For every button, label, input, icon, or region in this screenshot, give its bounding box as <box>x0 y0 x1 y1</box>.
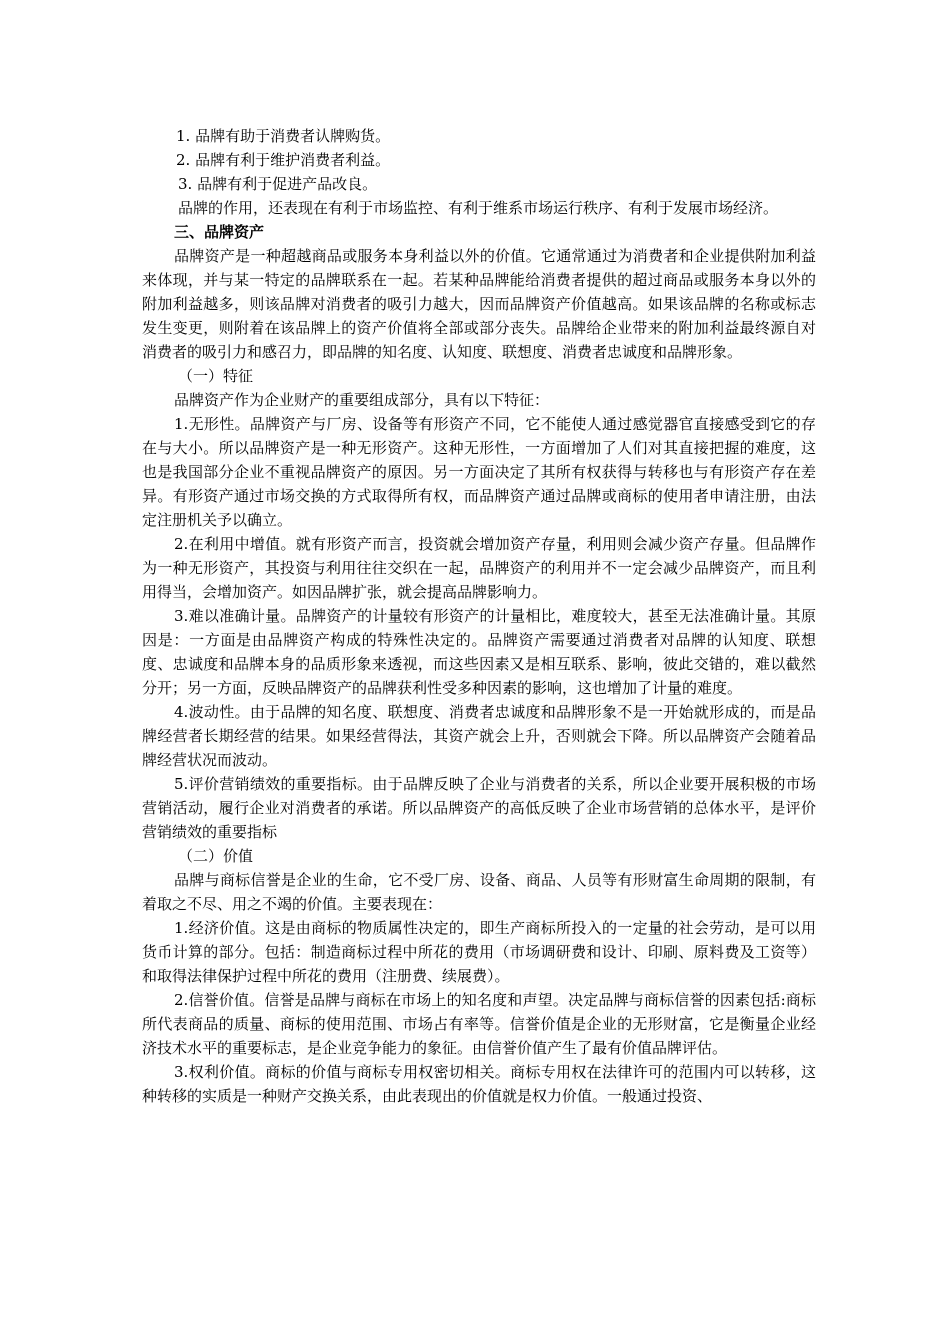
intro-paragraph: 品牌资产是一种超越商品或服务本身利益以外的价值。它通常通过为消费者和企业提供附加利益来体现，并与某一特定的品牌联系在一起。若某种品牌能给消费者提供的超过商品或服务本身以外的附加利益越多，则该品牌对消费者的吸引力越大，因而品牌资产价值越高。如果该品牌的名称或标志发生变更，则附着在该品牌上的资产价值将全部或部分丧失。品牌给企业带来的附加利益最终源自对消费者的吸引力和感召力，即品牌的知名度、认知度、联想度、消费者忠诚度和品牌形象。 <box>142 247 816 361</box>
list-item-2: 2. 品牌有利于维护消费者利益。 <box>176 151 391 169</box>
feature-item-5: 5.评价营销绩效的重要指标。由于品牌反映了企业与消费者的关系，所以企业要开展积极的市场营销活动，履行企业对消费者的承诺。所以品牌资产的高低反映了企业市场营销的总体水平，是评价营销绩效的重要指标 <box>142 775 816 841</box>
subsection-heading-features: （一）特征 <box>178 367 254 385</box>
list-item-3: 3. 品牌有利于促进产品改良。 <box>178 175 378 193</box>
value-item-2: 2.信誉价值。信誉是品牌与商标在市场上的知名度和声望。决定品牌与商标信誉的因素包括:商标所代表商品的质量、商标的使用范围、市场占有率等。信誉价值是企业的无形财富，它是衡量企业经济技术水平的重要标志，是企业竞争能力的象征。由信誉价值产生了最有价值品牌评估。 <box>142 991 816 1057</box>
subsection-heading-value: （二）价值 <box>178 847 254 865</box>
value-item-1: 1.经济价值。这是由商标的物质属性决定的，即生产商标所投入的一定量的社会劳动，是可以用货币计算的部分。包括：制造商标过程中所花的费用（市场调研费和设计、印刷、原料费及工资等）和取得法律保护过程中所花的费用（注册费、续展费）。 <box>142 919 816 985</box>
document-body <box>142 124 816 1108</box>
feature-item-3: 3.难以准确计量。品牌资产的计量较有形资产的计量相比，难度较大，甚至无法准确计量。其原因是：一方面是由品牌资产构成的特殊性决定的。品牌资产需要通过消费者对品牌的认知度、联想度、忠诚度和品牌本身的品质形象来透视，而这些因素又是相互联系、影响，彼此交错的，难以截然分开；另一方面，反映品牌资产的品牌获利性受多种因素的影响，这也增加了计量的难度。 <box>142 607 816 697</box>
features-lead: 品牌资产作为企业财产的重要组成部分，具有以下特征： <box>174 391 550 409</box>
value-lead: 品牌与商标信誉是企业的生命，它不受厂房、设备、商品、人员等有形财富生命周期的限制，有着取之不尽、用之不竭的价值。主要表现在： <box>142 871 816 913</box>
brand-role-note: 品牌的作用，还表现在有利于市场监控、有利于维系市场运行秩序、有利于发展市场经济。 <box>178 199 779 217</box>
feature-item-2: 2.在利用中增值。就有形资产而言，投资就会增加资产存量，利用则会减少资产存量。但品牌作为一种无形资产，其投资与利用往往交织在一起，品牌资产的利用并不一定会减少品牌资产，而且利用得当，会增加资产。如因品牌扩张，就会提高品牌影响力。 <box>142 535 816 601</box>
feature-item-1: 1.无形性。品牌资产与厂房、设备等有形资产不同，它不能使人通过感觉器官直接感受到它的存在与大小。所以品牌资产是一种无形资产。这种无形性，一方面增加了人们对其直接把握的难度，这也是我国部分企业不重视品牌资产的原因。另一方面决定了其所有权获得与转移也与有形资产存在差异。有形资产通过市场交换的方式取得所有权，而品牌资产通过品牌或商标的使用者申请注册，由法定注册机关予以确立。 <box>142 415 816 529</box>
value-item-3: 3.权利价值。商标的价值与商标专用权密切相关。商标专用权在法律许可的范围内可以转移，这种转移的实质是一种财产交换关系，由此表现出的价值就是权力价值。一般通过投资、 <box>142 1063 816 1105</box>
section-heading: 三、品牌资产 <box>174 223 265 241</box>
feature-item-4: 4.波动性。由于品牌的知名度、联想度、消费者忠诚度和品牌形象不是一开始就形成的，而是品牌经营者长期经营的结果。如果经营得法，其资产就会上升，否则就会下降。所以品牌资产会随着品牌经营状况而波动。 <box>142 703 816 769</box>
list-item-1: 1. 品牌有助于消费者认牌购货。 <box>176 127 391 145</box>
